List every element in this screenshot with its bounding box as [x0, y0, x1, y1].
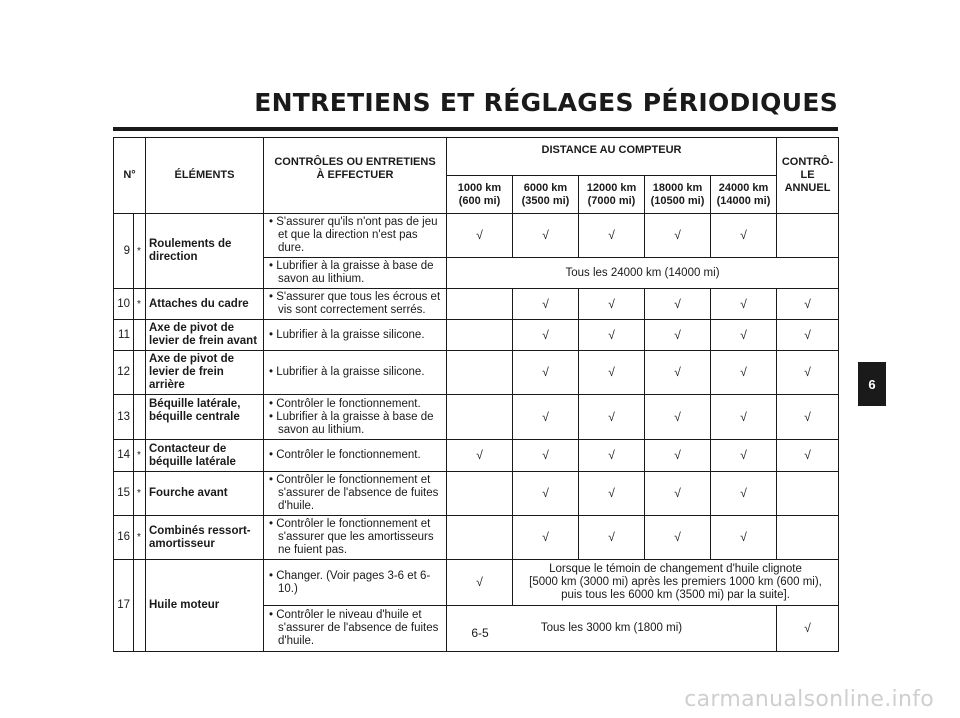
header-controls-line: À EFFECTUER [316, 169, 394, 181]
row-star [134, 351, 146, 395]
row-star: * [134, 289, 146, 320]
row-element: Combinés ressort- amortisseur [146, 516, 264, 560]
table-row [114, 320, 839, 351]
check-mark: √ [579, 320, 645, 351]
check-mark: √ [645, 351, 711, 395]
row-element: Attaches du cadre [146, 289, 264, 320]
row-element: Axe de pivot de levier de frein arrière [146, 351, 264, 395]
maintenance-table [113, 137, 839, 652]
row-element: Fourche avant [146, 472, 264, 516]
check-mark: √ [711, 395, 777, 440]
check-mark: √ [579, 516, 645, 560]
row-number: 11 [114, 320, 134, 351]
header-num: N° [114, 138, 146, 214]
row-control: • Changer. (Voir pages 3-6 et 6-10.) [264, 560, 447, 606]
empty-cell [447, 395, 513, 440]
check-mark: √ [513, 320, 579, 351]
check-mark: √ [711, 214, 777, 258]
check-mark: √ [579, 440, 645, 472]
title-rule [113, 127, 838, 131]
check-mark: √ [645, 289, 711, 320]
check-mark: √ [777, 351, 839, 395]
table-row [114, 560, 839, 606]
row-element: Contacteur de béquille latérale [146, 440, 264, 472]
empty-cell [447, 320, 513, 351]
check-mark: √ [645, 214, 711, 258]
table-row [114, 289, 839, 320]
check-mark: √ [711, 472, 777, 516]
row-number: 10 [114, 289, 134, 320]
header-elements: ÉLÉMENTS [146, 138, 264, 214]
row-control: • S'assurer qu'ils n'ont pas de jeu et que la direction n'est pas dure. [264, 214, 447, 258]
check-mark: √ [513, 472, 579, 516]
chapter-tab: 6 [858, 362, 886, 406]
watermark: carmanualsonline.info [684, 687, 934, 712]
interval-text: Lorsque le témoin de changement d'huile clignote [5000 km (3000 mi) après les premiers 1000 km (600 mi), puis tous les 6000 km (3500 mi) par la suite]. [513, 560, 839, 606]
check-mark: √ [513, 351, 579, 395]
row-element: Roulements de direction [146, 214, 264, 289]
header-km-18000: 18000 km (10500 mi) [645, 176, 711, 214]
check-mark: √ [645, 516, 711, 560]
row-star: * [134, 516, 146, 560]
check-mark: √ [777, 320, 839, 351]
row-number: 16 [114, 516, 134, 560]
table-row [114, 516, 839, 560]
table-row [114, 440, 839, 472]
interval-text: Tous les 3000 km (1800 mi) [447, 606, 777, 652]
check-mark: √ [645, 320, 711, 351]
header-km-6000: 6000 km (3500 mi) [513, 176, 579, 214]
check-mark: √ [711, 289, 777, 320]
row-number: 14 [114, 440, 134, 472]
row-control: • Lubrifier à la graisse silicone. [264, 351, 447, 395]
check-mark: √ [645, 440, 711, 472]
table-row [114, 214, 839, 258]
empty-cell [447, 289, 513, 320]
row-control: • Contrôler le fonctionnement. [264, 440, 447, 472]
row-star: * [134, 472, 146, 516]
row-number: 17 [114, 560, 134, 652]
row-number: 12 [114, 351, 134, 395]
interval-text: Tous les 24000 km (14000 mi) [447, 258, 839, 289]
header-controls [264, 138, 447, 214]
header-annual-line: CONTRÔ- [781, 156, 834, 168]
empty-cell [777, 214, 839, 258]
check-mark: √ [579, 472, 645, 516]
row-number: 13 [114, 395, 134, 440]
table-row [114, 472, 839, 516]
check-mark: √ [777, 289, 839, 320]
row-control: • Contrôler le fonctionnement et s'assurer de l'absence de fuites d'huile. [264, 472, 447, 516]
check-mark: √ [579, 395, 645, 440]
header-annual-line: LE [800, 169, 815, 181]
empty-cell [777, 472, 839, 516]
empty-cell [447, 472, 513, 516]
page-number: 6-5 [471, 626, 489, 640]
check-mark: √ [711, 320, 777, 351]
check-mark: √ [513, 440, 579, 472]
empty-cell [777, 516, 839, 560]
check-mark: √ [579, 351, 645, 395]
row-control: • Contrôler le niveau d'huile et s'assurer de l'absence de fuites d'huile. [264, 606, 447, 652]
row-control: • Lubrifier à la graisse silicone. [264, 320, 447, 351]
page-title: ENTRETIENS ET RÉGLAGES PÉRIODIQUES [254, 88, 838, 117]
row-number: 15 [114, 472, 134, 516]
header-annual [777, 138, 839, 214]
row-number: 9 [114, 214, 134, 289]
check-mark: √ [579, 214, 645, 258]
row-star [134, 320, 146, 351]
row-control: • Contrôler le fonctionnement. • Lubrifier à la graisse à base de savon au lithium. [264, 395, 447, 440]
check-mark: √ [447, 560, 513, 606]
table-row [114, 351, 839, 395]
empty-cell [447, 516, 513, 560]
row-element: Huile moteur [146, 560, 264, 652]
check-mark: √ [711, 516, 777, 560]
check-mark: √ [777, 395, 839, 440]
check-mark: √ [645, 395, 711, 440]
check-mark: √ [447, 214, 513, 258]
header-controls-line: CONTRÔLES OU ENTRETIENS [274, 156, 436, 168]
check-mark: √ [777, 440, 839, 472]
row-control: • Lubrifier à la graisse à base de savon au lithium. [264, 258, 447, 289]
row-control: • Contrôler le fonctionnement et s'assurer que les amortisseurs ne fuient pas. [264, 516, 447, 560]
check-mark: √ [645, 472, 711, 516]
row-control: • S'assurer que tous les écrous et vis sont correctement serrés. [264, 289, 447, 320]
check-mark: √ [777, 606, 839, 652]
row-element: Béquille latérale, béquille centrale [146, 395, 264, 440]
check-mark: √ [711, 440, 777, 472]
header-distance: DISTANCE AU COMPTEUR [447, 138, 777, 176]
row-element: Axe de pivot de levier de frein avant [146, 320, 264, 351]
check-mark: √ [711, 351, 777, 395]
check-mark: √ [513, 516, 579, 560]
check-mark: √ [579, 289, 645, 320]
row-star: * [134, 214, 146, 289]
header-km-12000: 12000 km (7000 mi) [579, 176, 645, 214]
row-star: * [134, 440, 146, 472]
table-row [114, 395, 839, 440]
check-mark: √ [513, 395, 579, 440]
empty-cell [447, 351, 513, 395]
header-km-1000: 1000 km (600 mi) [447, 176, 513, 214]
check-mark: √ [513, 214, 579, 258]
header-km-24000: 24000 km (14000 mi) [711, 176, 777, 214]
header-annual-line: ANNUEL [784, 182, 831, 194]
check-mark: √ [513, 289, 579, 320]
check-mark: √ [447, 440, 513, 472]
row-star [134, 395, 146, 440]
